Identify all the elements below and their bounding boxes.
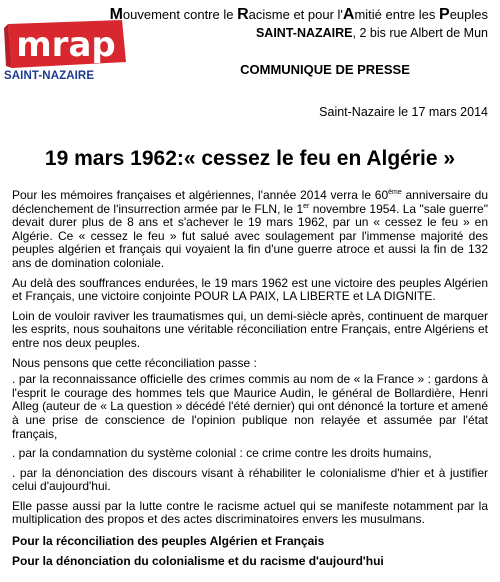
paragraph-list-intro: Nous pensons que cette réconciliation passe :: [12, 355, 257, 370]
mrap-logo: [2, 18, 130, 88]
closing-line-1: Pour la réconciliation des peuples Algérien et Français: [12, 534, 325, 549]
paragraph-victory: Au delà des souffrances endurées, le 19 mars 1962 est une victoire des peuples Algérien et Français, une victoire conjointe POUR LA PAIX, LA LIBERTE et LA DIGNITE.: [12, 275, 488, 304]
paragraph-intro: Pour les mémoires françaises et algériennes, l'année 2014 verra le 60ème anniversaire du déclenchement de l'insurrection armée par le FLN, le 1er novembre 1954. La "sale guerre" devait durer plus de 8 ans et s'achever le 19 mars 1962, par un « cessez le feu » en Algérie. Ce « cessez le feu » fut salué avec soulagement par l'immense majorité des peuples algérien et français qui voyaient la fin d'une guerre atroce et aussi la fin de 132 ans de domination coloniale.: [12, 188, 488, 270]
mrap-logo-word: mrap: [16, 25, 116, 65]
organisation-address: SAINT-NAZAIRE, 2 bis rue Albert de Mun: [255, 26, 488, 40]
document-type-heading: COMMUNIQUE DE PRESSE: [240, 62, 410, 77]
paragraph-reconciliation: Loin de vouloir raviver les traumatismes qui, un demi-siècle après, continuent de marquer les esprits, nous souhaitons une véritable réconciliation entre Français, entre Algériens et entre nos deux peuples.: [12, 308, 488, 350]
body-text: [12, 189, 488, 574]
list-item: . par la condamnation du système colonial : ce crime contre les droits humains,: [12, 446, 432, 461]
list-item: . par la dénonciation des discours visant à réhabiliter le colonialisme d'hier et à justifier celui d'aujourd'hui.: [12, 465, 488, 494]
closing-line-2: Pour la dénonciation du colonialisme et du racisme d'aujourd'hui: [12, 553, 384, 568]
logo-city-label: SAINT-NAZAIRE: [4, 70, 95, 82]
organisation-name: Mouvement contre le Racisme et pour l'Amitié entre les Peuples: [109, 6, 488, 23]
page-title: 19 mars 1962:« cessez le feu en Algérie »: [44, 147, 456, 170]
paragraph-racism: Elle passe aussi par la lutte contre le racisme actuel qui se manifeste notamment par la multiplication des propos et des actes discriminatoires envers les musulmans.: [12, 498, 488, 527]
dateline: Saint-Nazaire le 17 mars 2014: [319, 105, 488, 119]
list-item: . par la reconnaissance officielle des crimes commis au nom de « la France » : gardons à l'esprit le courage des hommes tels que Maurice Audin, le général de Bollardière, Henri Alleg (auteur de « La question » décédé l'été dernier) qui ont dénoncé la torture et amené à une prise de conscience de l'opinion publique non relayée et assumée par l'état français,: [12, 372, 488, 441]
